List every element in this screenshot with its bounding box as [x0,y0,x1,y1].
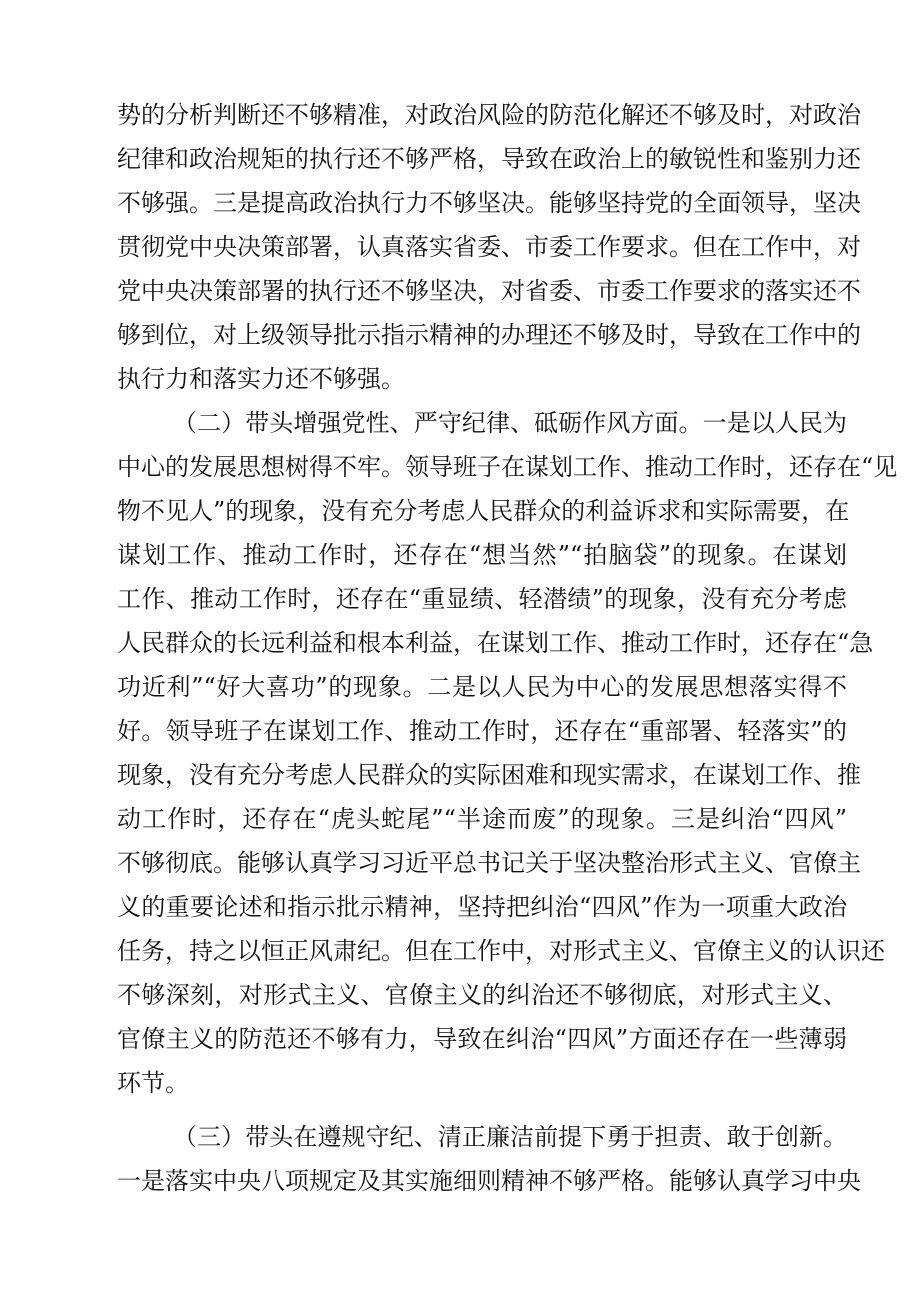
text-line: 现象，没有充分考虑人民群众的实际困难和现实需求，在谋划工作、推 [117,761,861,789]
text-line: 任务，持之以恒正风肃纪。但在工作中，对形式主义、官僚主义的认识还 [117,937,885,965]
text-line: 一是落实中央八项规定及其实施细则精神不够严格。能够认真学习中央 [117,1167,861,1195]
text-line: 势的分析判断还不够精准，对政治风险的防范化解还不够及时，对政治 [117,101,861,129]
text-line: 不够彻底。能够认真学习习近平总书记关于坚决整治形式主义、官僚主 [117,849,861,877]
text-line: 执行力和落实力还不够强。 [117,365,405,393]
text-line: 不够深刻，对形式主义、官僚主义的纠治还不够彻底，对形式主义、 [117,981,847,1009]
text-line: 动工作时，还存在“虎头蛇尾”“半途而废”的现象。三是纠治“四风” [117,805,847,833]
section-heading-3: （三）带头在遵规守纪、清正廉洁前提下勇于担责、敢于创新。 [173,1123,847,1151]
text-line: 义的重要论述和指示批示精神，坚持把纠治“四风”作为一项重大政治 [117,893,847,921]
text-line: 纪律和政治规矩的执行还不够严格，导致在政治上的敏锐性和鉴别力还 [117,145,861,173]
text-line: 功近利”“好大喜功”的现象。二是以人民为中心的发展思想落实得不 [117,673,847,701]
text-line: 中心的发展思想树得不牢。领导班子在谋划工作、推动工作时，还存在“见 [117,453,898,481]
text-line: 物不见人”的现象，没有充分考虑人民群众的利益诉求和实际需要，在 [117,497,850,525]
text-line: 好。领导班子在谋划工作、推动工作时，还存在“重部署、轻落实”的 [117,717,847,745]
section-heading-2: （二）带头增强党性、严守纪律、砥砺作风方面。一是以人民为 [173,409,847,437]
text-line: 工作、推动工作时，还存在“重显绩、轻潜绩”的现象，没有充分考虑 [117,585,847,613]
text-line: 官僚主义的防范还不够有力，导致在纠治“四风”方面还存在一些薄弱 [117,1025,847,1053]
text-line: 够到位，对上级领导批示指示精神的办理还不够及时，导致在工作中的 [117,321,861,349]
text-line: 不够强。三是提高政治执行力不够坚决。能够坚持党的全面领导，坚决 [117,189,861,217]
text-line: 环节。 [117,1069,189,1097]
text-line: 党中央决策部署的执行还不够坚决，对省委、市委工作要求的落实还不 [117,277,861,305]
text-line: 人民群众的长远利益和根本利益，在谋划工作、推动工作时，还存在“急 [117,629,874,657]
text-line: 谋划工作、推动工作时，还存在“想当然”“拍脑袋”的现象。在谋划 [117,541,847,569]
text-line: 贯彻党中央决策部署，认真落实省委、市委工作要求。但在工作中，对 [117,233,861,261]
